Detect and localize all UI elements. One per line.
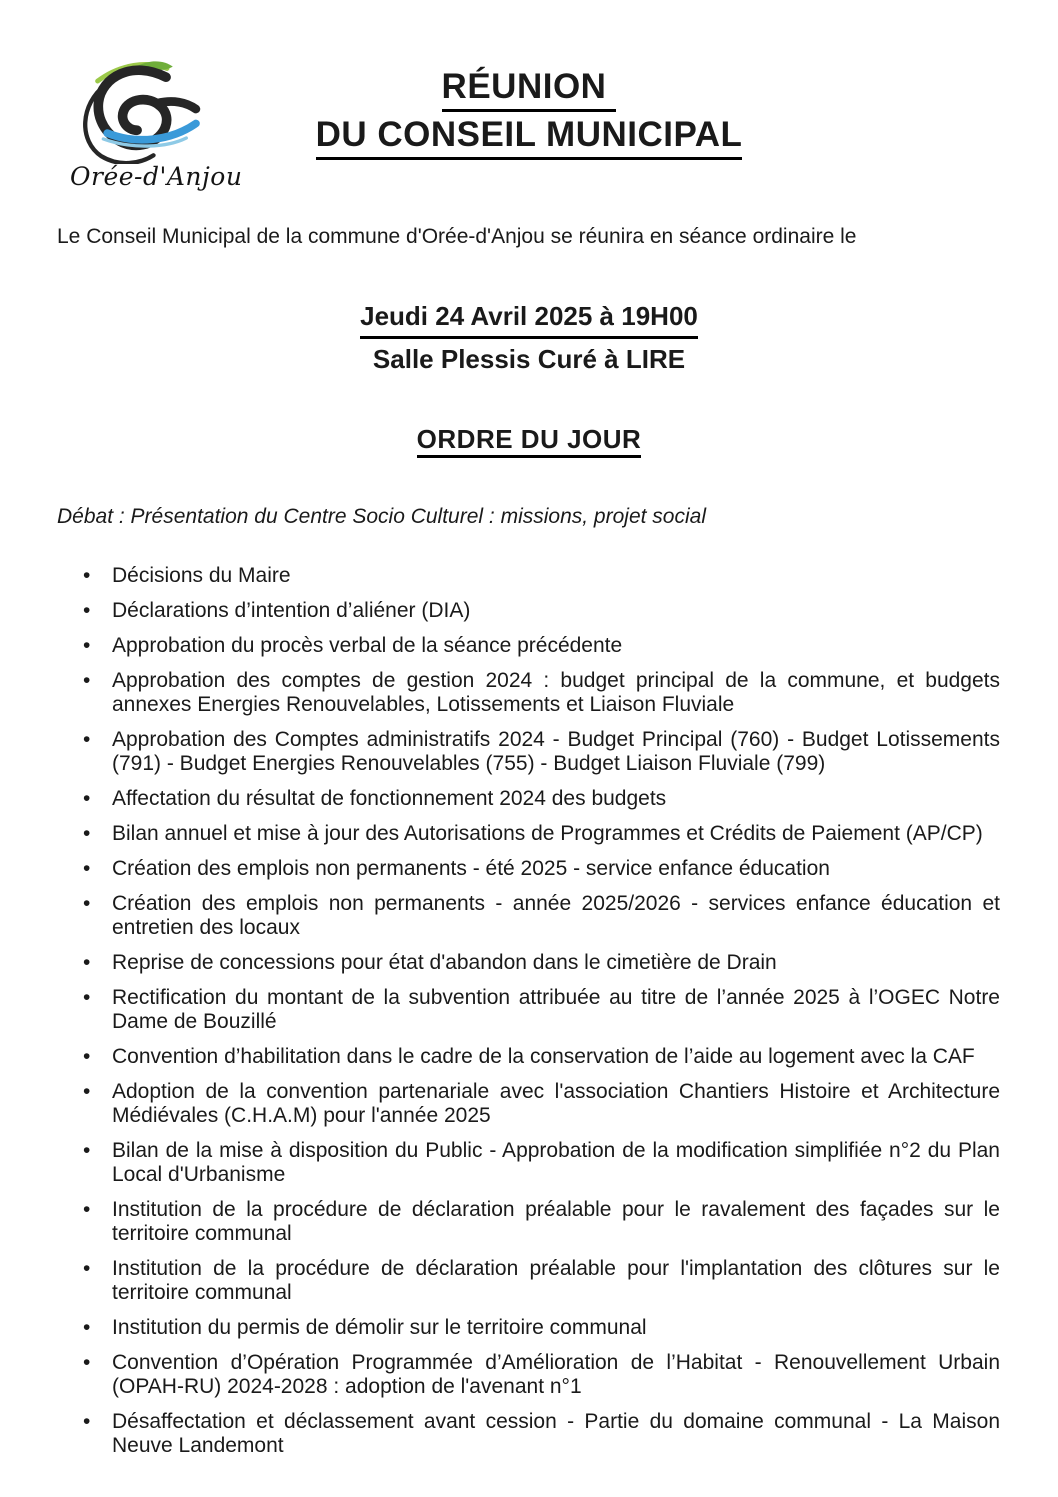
agenda-item: • Décisions du Maire (57, 564, 1000, 588)
meeting-location: Salle Plessis Curé à LIRE (372, 344, 686, 374)
agenda-item: • Création des emplois non permanents - été 2025 - service enfance éducation (57, 857, 1000, 881)
document-title-line1: RÉUNION (442, 64, 617, 112)
agenda-item: • Création des emplois non permanents - année 2025/2026 - services enfance éducation et entretien des locaux (57, 892, 1000, 940)
logo-swirl-icon (74, 56, 206, 164)
municipality-logo (70, 56, 243, 191)
agenda-item: • Déclarations d’intention d’aliéner (DIA) (57, 599, 1000, 623)
agenda-item: • Approbation des comptes de gestion 2024 : budget principal de la commune, et budgets annexes Energies Renouvelables, Lotissements et Liaison Fluviale (57, 669, 1000, 717)
meeting-when-where (0, 296, 1058, 379)
intro-text: Le Conseil Municipal de la commune d'Orée-d'Anjou se réunira en séance ordinaire le (57, 225, 857, 248)
agenda-item: • Bilan annuel et mise à jour des Autorisations de Programmes et Crédits de Paiement (AP/CP) (57, 822, 1000, 846)
agenda-item: • Institution de la procédure de déclaration préalable pour l'implantation des clôtures sur le territoire communal (57, 1257, 1000, 1305)
agenda-item: • Affectation du résultat de fonctionnement 2024 des budgets (57, 787, 1000, 811)
agenda-item: • Institution du permis de démolir sur le territoire communal (57, 1316, 1000, 1340)
agenda-item: • Bilan de la mise à disposition du Public - Approbation de la modification simplifiée n°2 du Plan Local d'Urbanisme (57, 1139, 1000, 1187)
agenda-item: • Convention d’habilitation dans le cadre de la conservation de l’aide au logement avec la CAF (57, 1045, 1000, 1069)
agenda-item: • Approbation des Comptes administratifs 2024 - Budget Principal (760) - Budget Lotissements (791) - Budget Energies Renouvelables (755) - Budget Liaison Fluviale (799) (57, 728, 1000, 776)
agenda-item: • Désaffectation et déclassement avant cession - Partie du domaine communal - La Maison Neuve Landemont (57, 1410, 1000, 1458)
logo-blue-stroke (107, 124, 196, 140)
agenda-item: • Institution de la procédure de déclaration préalable pour le ravalement des façades sur le territoire communal (57, 1198, 1000, 1246)
meeting-datetime: Jeudi 24 Avril 2025 à 19H00 (360, 296, 698, 339)
logo-wordmark: Orée-d'Anjou (70, 162, 243, 191)
agenda-heading (0, 423, 1058, 458)
document-title-line2: DU CONSEIL MUNICIPAL (316, 112, 743, 160)
agenda-list (57, 564, 1000, 1458)
agenda-item: • Convention d’Opération Programmée d’Amélioration de l’Habitat - Renouvellement Urbain (OPAH-RU) 2024-2028 : adoption de l'avenant n°1 (57, 1351, 1000, 1399)
agenda-heading-text: ORDRE DU JOUR (417, 423, 642, 458)
agenda-item: • Adoption de la convention partenariale avec l'association Chantiers Histoire et Architecture Médiévales (C.H.A.M) pour l'année 2025 (57, 1080, 1000, 1128)
debate-line: Débat : Présentation du Centre Socio Culturel : missions, projet social (57, 505, 706, 528)
agenda-item: • Approbation du procès verbal de la séance précédente (57, 634, 1000, 658)
agenda-item: • Reprise de concessions pour état d'abandon dans le cimetière de Drain (57, 951, 1000, 975)
agenda-item: • Rectification du montant de la subvention attribuée au titre de l’année 2025 à l’OGEC Notre Dame de Bouzillé (57, 986, 1000, 1034)
